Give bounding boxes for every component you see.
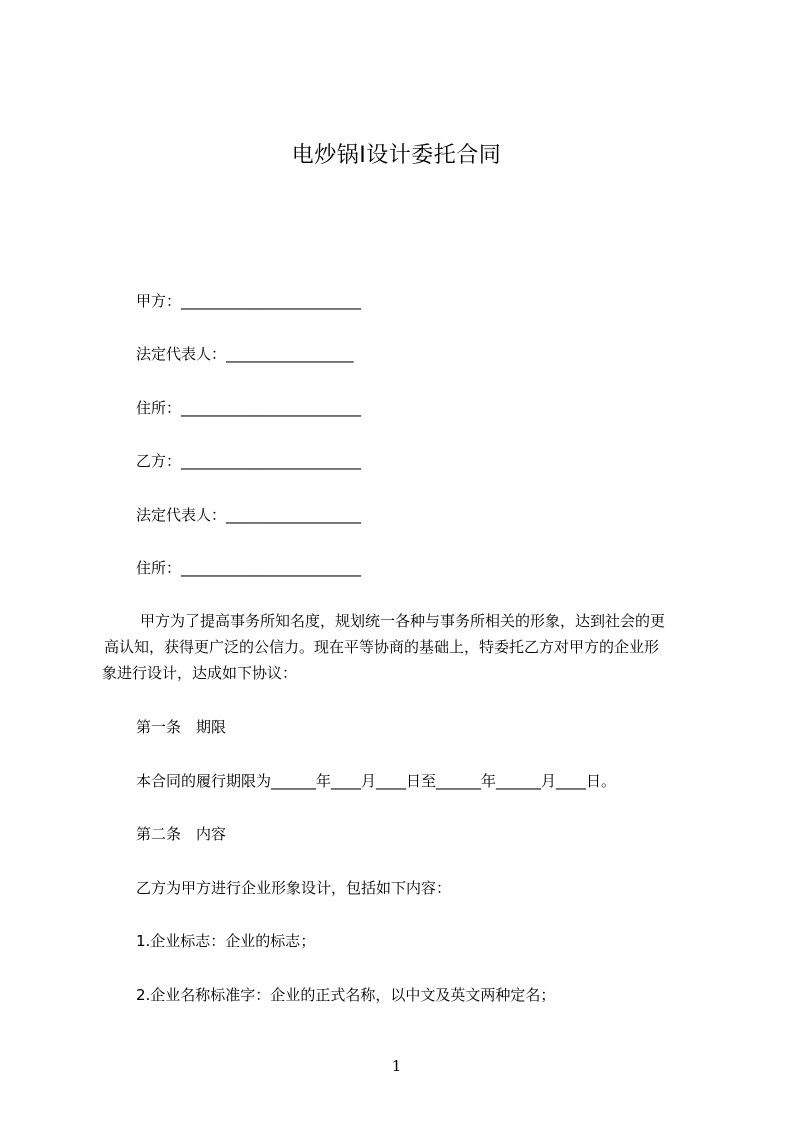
party-a-address-line: 住所：________________________ [136,399,362,417]
article-2-heading: 第二条 内容 [136,825,227,843]
article-1-text: 本合同的履行期限为______年____月____日至______年______月____日。 [136,772,617,790]
article-1-heading: 第一条 期限 [136,718,227,736]
party-b-line: 乙方：________________________ [136,452,362,470]
intro-paragraph [100,608,700,686]
intro-line: 象进行设计，达成如下协议： [102,664,298,682]
party-a-legal-rep-line: 法定代表人：_________________ [136,345,354,363]
contract-title: 电炒锅Ⅰ设计委托合同 [291,143,502,168]
party-a-line: 甲方：________________________ [136,292,362,310]
article-2-item: 1.企业标志：企业的标志； [136,932,316,950]
article-2-item: 2.企业名称标准字：企业的正式名称，以中文及英文两种定名； [136,986,556,1004]
intro-line: 甲方为了提高事务所知名度，规划统一各种与事务所相关的形象，达到社会的更 [140,612,666,630]
party-b-legal-rep-line: 法定代表人：__________________ [136,506,362,524]
page-number: 1 [391,1057,402,1075]
party-b-address-line: 住所：________________________ [136,559,362,577]
intro-line: 高认知，获得更广泛的公信力。现在平等协商的基础上，特委托乙方对甲方的企业形 [104,638,660,656]
article-2-text: 乙方为甲方进行企业形象设计，包括如下内容： [136,879,452,897]
